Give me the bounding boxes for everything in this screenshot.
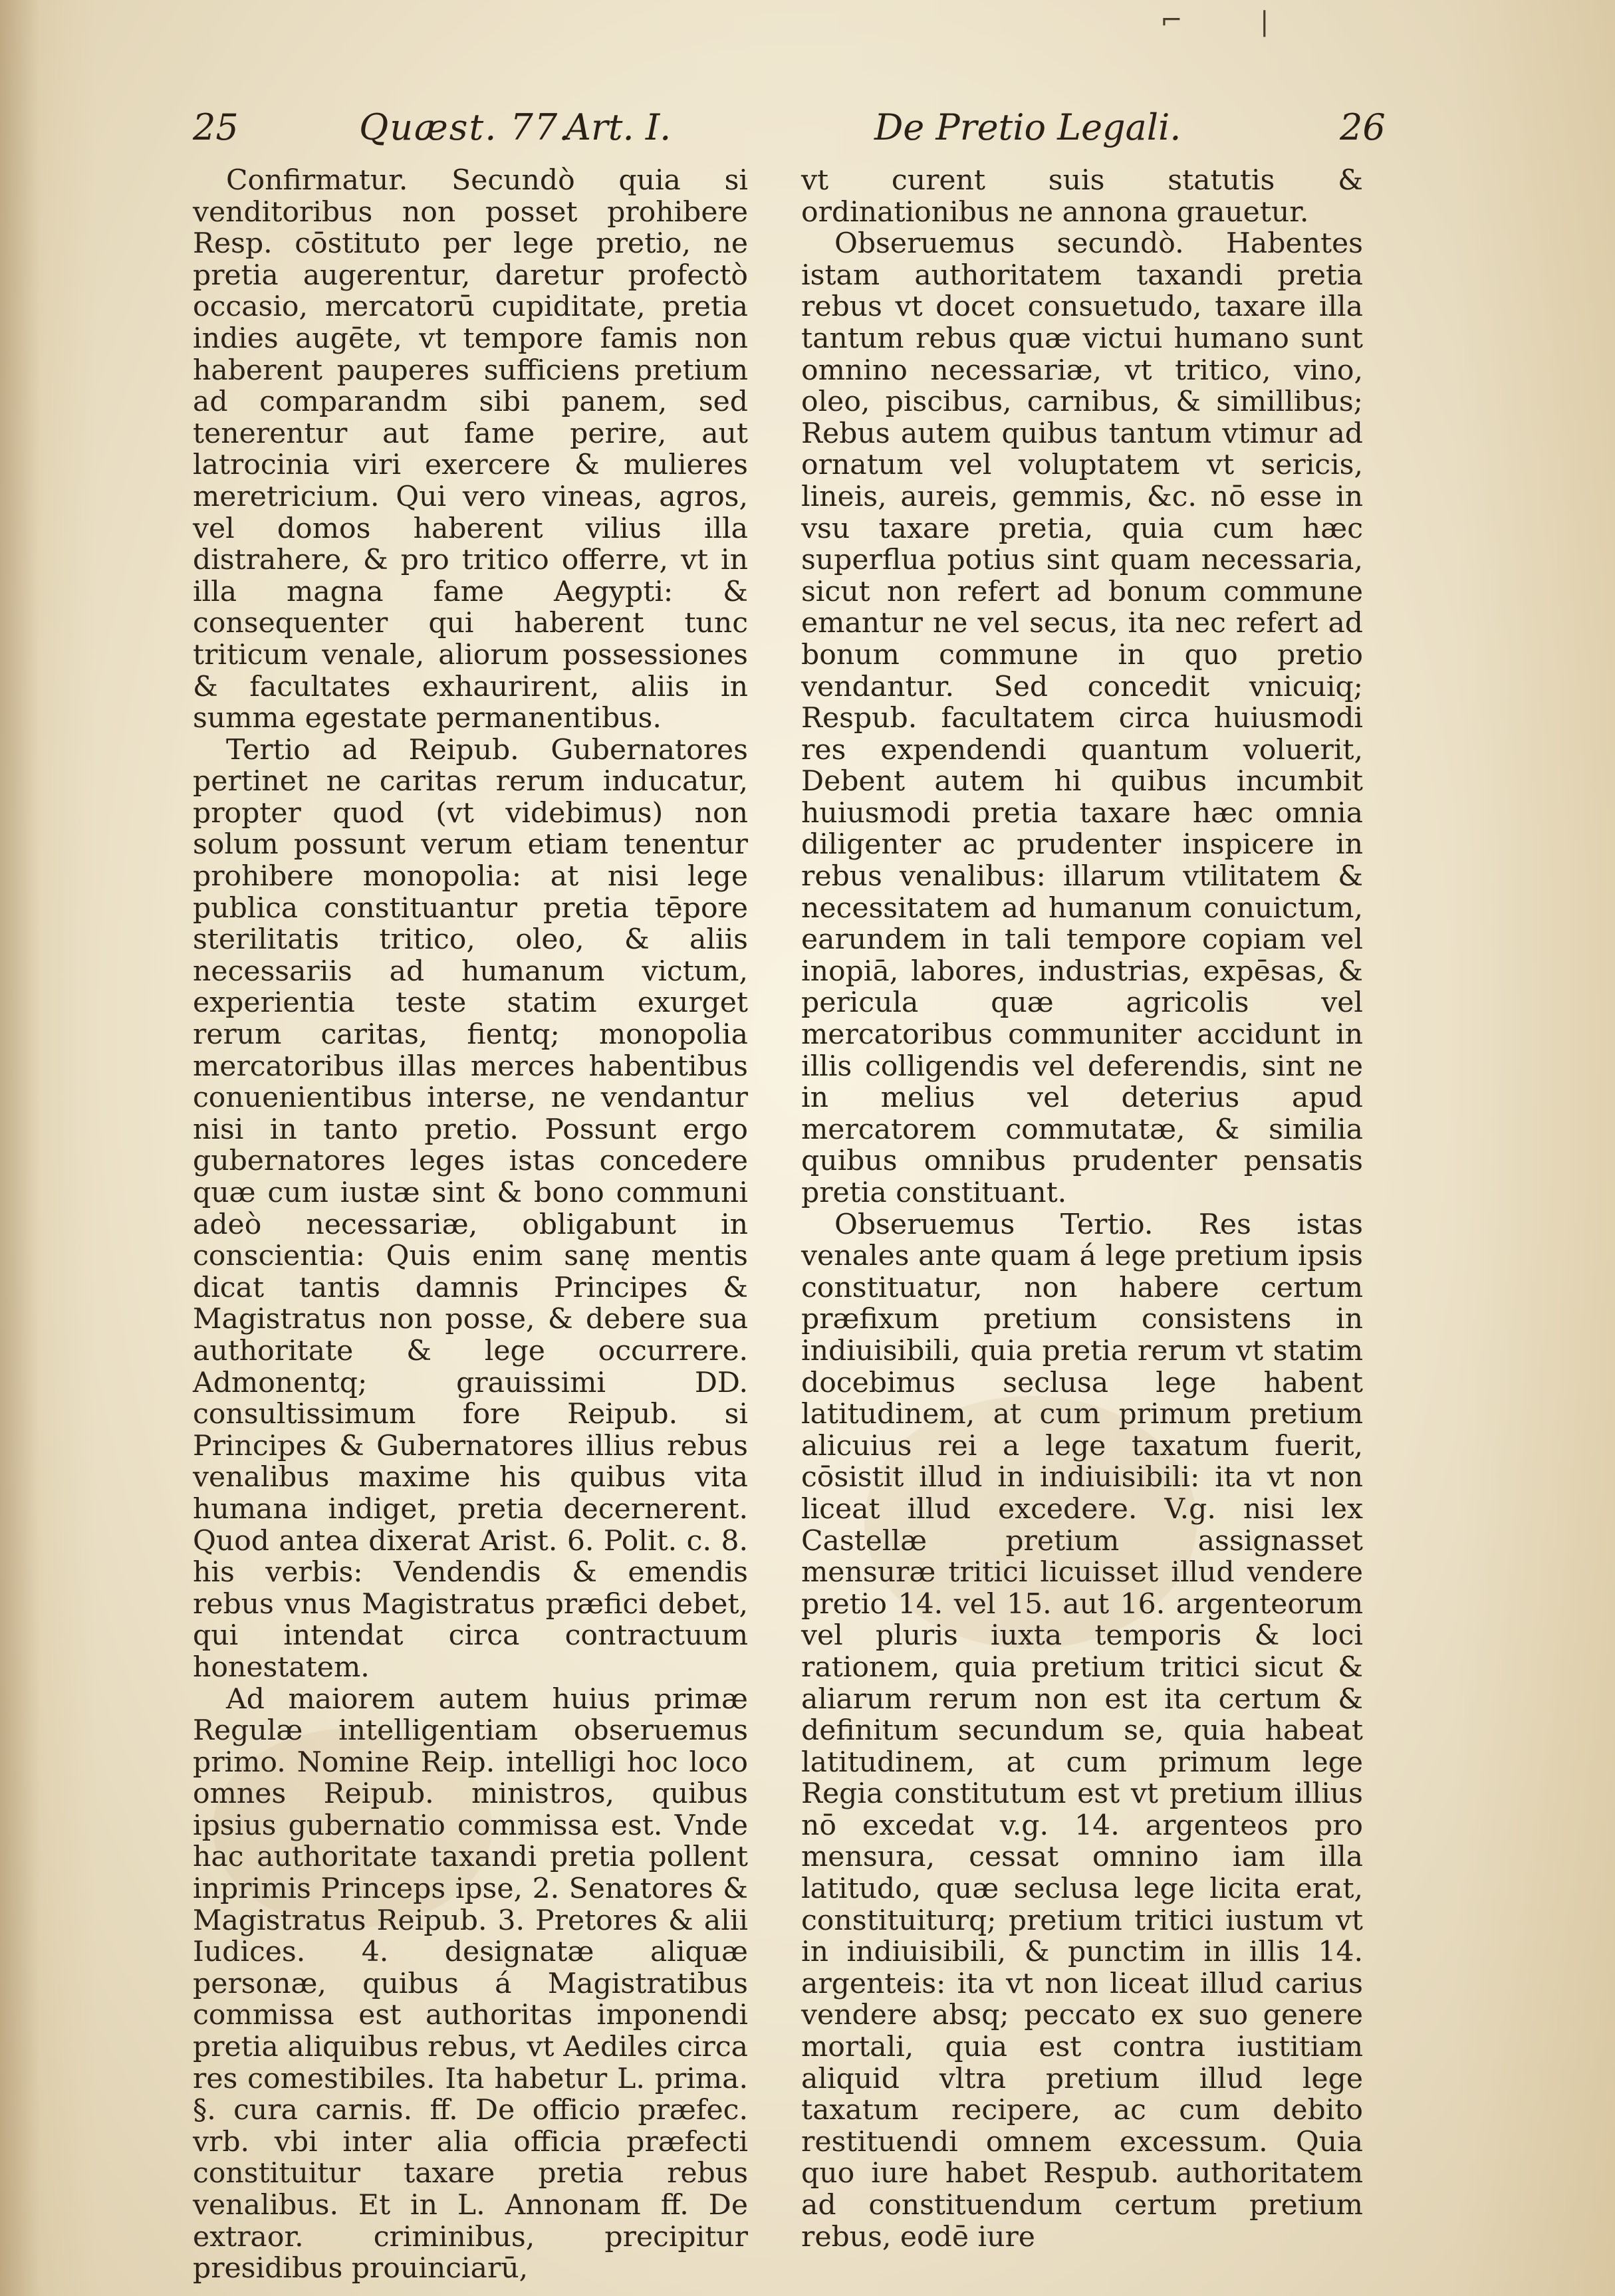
paragraph: Tertio ad Reipub. Gubernatores pertinet ne caritas rerum inducatur, propter quod (vt videbimus) non solum possunt verum etiam tenentur prohibere monopolia: at nisi lege publica constituantur pretia tēpore sterilitatis tritico, oleo, & aliis necessariis ad humanum victum, experientia teste statim exurget rerum caritas, fientq; monopolia mercatoribus illas merces habentibus conuenientibus interse, ne vendantur nisi in tanto pretio. Possunt ergo gubernatores leges istas concedere quæ cum iustæ sint & bono communi adeò necessariæ, obligabunt in conscientia: Quis enim sanę mentis dicat tantis damnis Principes & Magistratus non posse, & debere sua authoritate & lege occurrere. Admonentq; grauissimi DD. consultissimum fore Reipub. si Principes & Gubernatores illius rebus venalibus maxime his quibus vita humana indiget, pretia decernerent. Quod antea dixerat Arist. 6. Polit. c. 8. his verbis: Vendendis & emendis rebus vnus Magistratus præfici debet, qui intendat circa contractuum honestatem. [193, 733, 748, 1684]
paragraph: Obseruemus Tertio. Res istas venales ante quam á lege pretium ipsis constituatur, non habere certum præfixum pretium consistens in indiuisibili, quia pretia rerum vt statim docebimus seclusa lege habent latitudinem, at cum primum pretium alicuius rei a lege taxatum fuerit, cōsistit illud in indiuisibili: ita vt non liceat illud excedere. V.g. nisi lex Castellæ pretium assignasset mensuræ tritici licuisset illud vendere pretio 14. vel 15. aut 16. argenteorum vel pluris iuxta temporis & loci rationem, quia pretium tritici sicut & aliarum rerum non est ita certum & definitum secundum se, quia habeat latitudinem, at cum primum lege Regia constitutum est vt pretium illius nō excedat v.g. 14. argenteos pro mensura, cessat omnino iam illa latitudo, quæ seclusa lege licita erat, constituiturq; pretium tritici iustum vt in indiuisibili, & punctim in illis 14. argenteis: ita vt non liceat illud carius vendere absq; peccato ex suo genere mortali, quia est contra iustitiam aliquid vltra pretium illud lege taxatum recipere, ac cum debito restituendi omnem excessum. Quia quo iure habet Respub. authoritatem ad constituendum certum pretium rebus, eodē iure [801, 1208, 1363, 2253]
chapter-title: De Pretio Legali. [874, 106, 1181, 148]
paragraph: Ad maiorem autem huius primæ Regulæ intelligentiam obseruemus primo. Nomine Reip. intelligi hoc loco omnes Reipub. ministros, quibus ipsius gubernatio commissa est. Vnde hac authoritate taxandi pretia pollent inprimis Princeps ipse, 2. Senatores & Magistratus Reipub. 3. Pretores & alii Iudices. 4. designatæ aliquæ personæ, quibus á Magistratibus commissa est authoritas imponendi pretia aliquibus rebus, vt Aediles circa res comestibiles. Ita habetur L. prima. §. cura carnis. ff. De officio præfec. vrb. vbi inter alia officia præfecti constituitur taxare pretia rebus venalibus. Et in L. Annonam ff. De extraor. criminibus, precipitur presidibus prouinciarū, [193, 1682, 748, 2285]
left-text-column [193, 165, 748, 2285]
article-heading: Art. I. [565, 106, 672, 148]
margin-mark: | [1260, 7, 1269, 37]
right-text-column [801, 165, 1363, 2253]
paragraph: Confirmatur. Secundò quia si venditoribus non posset prohibere Resp. cōstituto per lege pretio, ne pretia augerentur, daretur profectò occasio, mercatorū cupiditate, pretia indies augēte, vt tempore famis non haberent pauperes sufficiens pretium ad comparandm sibi panem, sed tenerentur aut fame perire, aut latrocinia viri exercere & mulieres meretricium. Qui vero vineas, agros, vel domos haberent vilius illa distrahere, & pro tritico offerre, vt in illa magna fame Aegypti: & consequenter qui haberent tunc triticum venale, aliorum possessiones & facultates exhaurirent, aliis in summa egestate permanentibus. [193, 164, 748, 735]
left-page-number: 25 [193, 106, 239, 148]
paragraph: vt curent suis statutis & ordinationibus ne annona grauetur. [801, 164, 1363, 229]
question-heading: Quæst. 77. [359, 106, 572, 148]
binding-shadow [0, 0, 40, 2296]
running-header [193, 106, 1416, 166]
paragraph: Obseruemus secundò. Habentes istam authoritatem taxandi pretia rebus vt docet consuetudo, taxare illa tantum rebus quæ victui humano sunt omnino necessariæ, vt tritico, vino, oleo, piscibus, carnibus, & simillibus; Rebus autem quibus tantum vtimur ad ornatum vel voluptatem vt sericis, lineis, aureis, gemmis, &c. nō esse in vsu taxare pretia, quia cum hæc superflua potius sint quam necessaria, sicut non refert ad bonum commune emantur ne vel secus, ita nec refert ad bonum commune in quo pretio vendantur. Sed concedit vnicuiq; Respub. facultatem circa huiusmodi res expendendi quantum voluerit, Debent autem hi quibus incumbit huiusmodi pretia taxare hæc omnia diligenter ac prudenter inspicere in rebus venalibus: illarum vtilitatem & necessitatem ad humanum conuictum, earundem in tali tempore copiam vel inopiā, labores, industrias, expēsas, & pericula quæ agricolis vel mercatoribus communiter accidunt in illis colligendis vel deferendis, sint ne in melius vel deterius apud mercatorem commutatæ, & similia quibus omnibus prudenter pensatis pretia constituant. [801, 227, 1363, 1209]
margin-mark: ⌐ [1160, 5, 1183, 36]
right-page-number: 26 [1340, 106, 1386, 148]
